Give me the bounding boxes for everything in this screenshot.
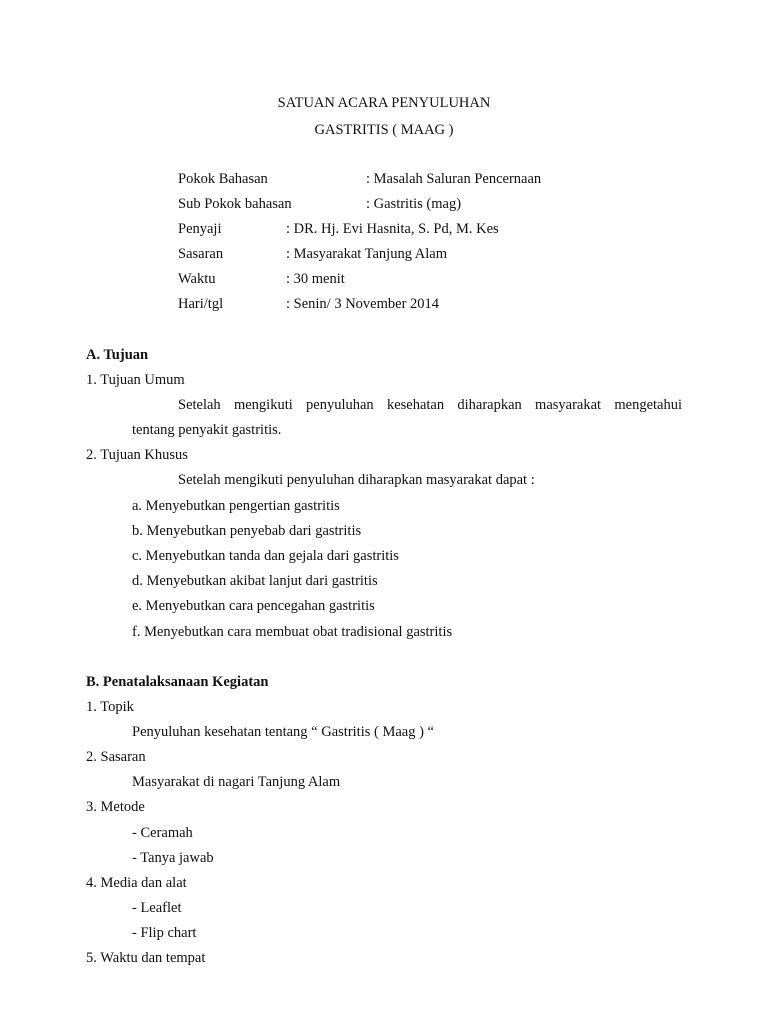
info-label: Pokok Bahasan (178, 171, 268, 187)
document-subtitle: GASTRITIS ( MAAG ) (314, 122, 454, 138)
list-detail: Masyarakat di nagari Tanjung Alam (132, 774, 341, 791)
paragraph: Setelah mengikuti penyuluhan kesehatan diharapkan masyarakat mengetahui (178, 397, 682, 413)
document-title: SATUAN ACARA PENYULUHAN (277, 95, 491, 111)
list-item: d. Menyebutkan akibat lanjut dari gastritis (132, 573, 378, 589)
paragraph: Setelah mengikuti penyuluhan diharapkan masyarakat dapat : (178, 472, 535, 488)
info-value: : 30 menit (286, 271, 345, 287)
list-detail: - Tanya jawab (132, 849, 214, 866)
list-detail: - Ceramah (132, 824, 193, 841)
list-item: b. Menyebutkan penyebab dari gastritis (132, 523, 362, 539)
info-label: Hari/tgl (178, 296, 224, 312)
info-label: Sasaran (178, 246, 224, 262)
info-label: Penyaji (178, 221, 222, 237)
list-item: 5. Waktu dan tempat (86, 950, 206, 966)
list-item: 1. Topik (86, 699, 134, 715)
list-detail: - Leaflet (132, 899, 182, 916)
list-detail: - Flip chart (132, 924, 197, 941)
info-value: : Gastritis (mag) (366, 196, 462, 212)
list-item: c. Menyebutkan tanda dan gejala dari gastritis (132, 548, 399, 564)
info-label: Sub Pokok bahasan (178, 196, 292, 212)
list-item: f. Menyebutkan cara membuat obat tradisional gastritis (132, 624, 453, 640)
list-item: 1. Tujuan Umum (86, 372, 185, 388)
list-item: e. Menyebutkan cara pencegahan gastritis (132, 598, 375, 614)
section-b-heading: B. Penatalaksanaan Kegiatan (86, 674, 269, 690)
list-item: a. Menyebutkan pengertian gastritis (132, 498, 340, 514)
info-value: : DR. Hj. Evi Hasnita, S. Pd, M. Kes (286, 221, 499, 237)
paragraph: tentang penyakit gastritis. (132, 422, 282, 438)
info-value: : Masyarakat Tanjung Alam (286, 246, 448, 262)
list-item: 3. Metode (86, 799, 145, 816)
list-item: 2. Sasaran (86, 749, 146, 766)
info-value: : Masalah Saluran Pencernaan (366, 171, 542, 187)
section-a-heading: A. Tujuan (86, 347, 149, 363)
info-label: Waktu (178, 271, 216, 287)
list-item: 2. Tujuan Khusus (86, 447, 188, 463)
list-detail: Penyuluhan kesehatan tentang “ Gastritis ( Maag ) “ (132, 724, 434, 741)
list-item: 4. Media dan alat (86, 874, 187, 891)
info-value: : Senin/ 3 November 2014 (286, 296, 440, 312)
